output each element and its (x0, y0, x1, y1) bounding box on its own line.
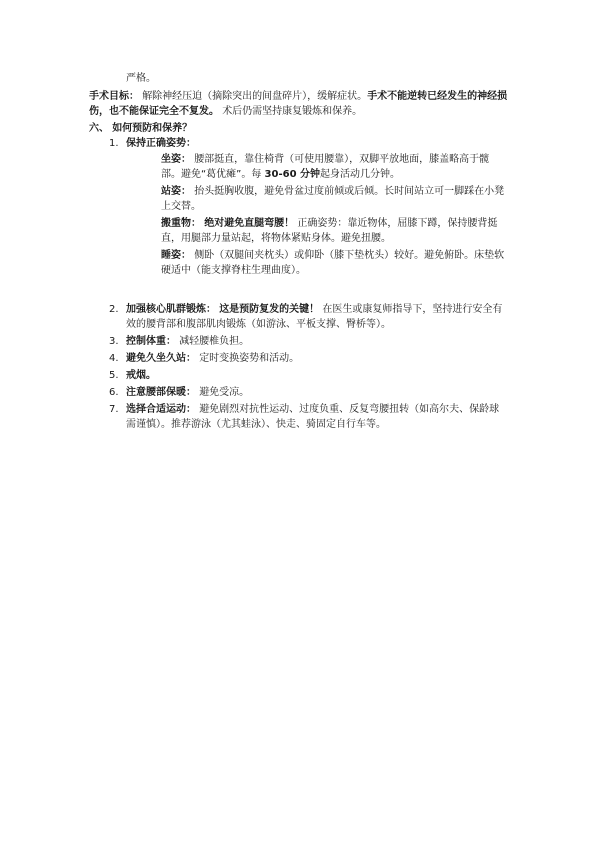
item-text: 避免受凉。 (199, 387, 250, 398)
item-number: 7. (109, 404, 119, 415)
item-number: 6. (109, 387, 119, 398)
item-text: 避免剧烈对抗性运动、过度负重、反复弯腰扭转（如高尔夫、保龄球需谨慎）。推荐游泳（尤其蛙泳）、快走、骑固定自行车等。 (126, 404, 500, 430)
posture-lifting (161, 216, 507, 246)
item-label: 控制体重： (126, 336, 176, 347)
surgery-goal-paragraph (89, 89, 509, 119)
section-heading (89, 121, 509, 136)
item-label: 保持正确姿势： (126, 138, 196, 149)
posture-sitting (161, 152, 507, 182)
lifting-label: 搬重物： (161, 218, 201, 229)
posture-sleeping (161, 248, 507, 278)
item-label: 选择合适运动： (126, 404, 196, 415)
sitting-text-end: 起身活动几分钟。 (320, 169, 401, 180)
list-item (109, 402, 509, 432)
item-text: 在医生或康复师指导下，坚持进行安全有效的腰背部和腹部肌肉锻炼（如游泳、平板支撑、臀桥等）。 (126, 304, 503, 330)
standing-text: 抬头挺胸收腹，避免骨盆过度前倾或后倾。长时间站立可一脚踩在小凳上交替。 (161, 186, 505, 212)
list-item (109, 136, 509, 153)
sleeping-label: 睡姿： (161, 250, 191, 261)
list-item (109, 334, 509, 349)
list-item (109, 302, 509, 332)
section-title: 如何预防和保养？ (112, 123, 193, 134)
item-number: 5. (109, 370, 119, 381)
posture-list (161, 152, 507, 280)
sitting-label: 坐姿： (161, 154, 191, 165)
sitting-text: 腰部挺直，靠住椅背（可使用腰靠），双脚平放地面，膝盖略高于髋部。避免“葛优瘫”。每 (161, 154, 490, 180)
lifting-text: 正确姿势：靠近物体，屈膝下蹲，保持腰背挺直，用腿部力量站起，将物体紧贴身体。避免扭腰。 (161, 218, 498, 244)
list-item (109, 368, 509, 383)
surgery-goal-warning: 手术不能逆转已经发生的神经损伤，也不能保证完全不复发。 (89, 91, 508, 117)
item-number: 2. (109, 304, 119, 315)
item-text: 减轻腰椎负担。 (179, 336, 250, 347)
item-label: 戒烟。 (126, 370, 156, 381)
sitting-duration: 30-60 分钟 (264, 169, 321, 180)
lifting-warning: 绝对避免直腿弯腰！ (204, 218, 295, 229)
item-number: 1. (109, 138, 119, 149)
sleeping-text: 侧卧（双腿间夹枕头）或仰卧（膝下垫枕头）较好。避免俯卧。床垫软硬适中（能支撑脊柱生理曲度）。 (161, 250, 505, 276)
posture-standing (161, 184, 507, 214)
list-rest (109, 302, 509, 434)
surgery-goal-note: 术后仍需坚持康复锻炼和保养。 (222, 106, 363, 117)
surgery-goal-label: 手术目标： (89, 91, 139, 102)
continuation-line: 严格。 (126, 73, 156, 84)
item-label: 加强核心肌群锻炼： (126, 304, 216, 315)
item-label: 避免久坐久站： (126, 353, 196, 364)
item-number: 4. (109, 353, 119, 364)
surgery-goal-text: 解除神经压迫（摘除突出的间盘碎片），缓解症状。 (142, 91, 368, 102)
item-label: 注意腰部保暖： (126, 387, 196, 398)
list-item (109, 385, 509, 400)
item-emphasis: 这是预防复发的关键！ (219, 304, 320, 315)
item-text: 定时变换姿势和活动。 (199, 353, 300, 364)
item-number: 3. (109, 336, 119, 347)
section-number: 六、 (89, 123, 109, 134)
standing-label: 站姿： (161, 186, 191, 197)
list-item (109, 351, 509, 366)
